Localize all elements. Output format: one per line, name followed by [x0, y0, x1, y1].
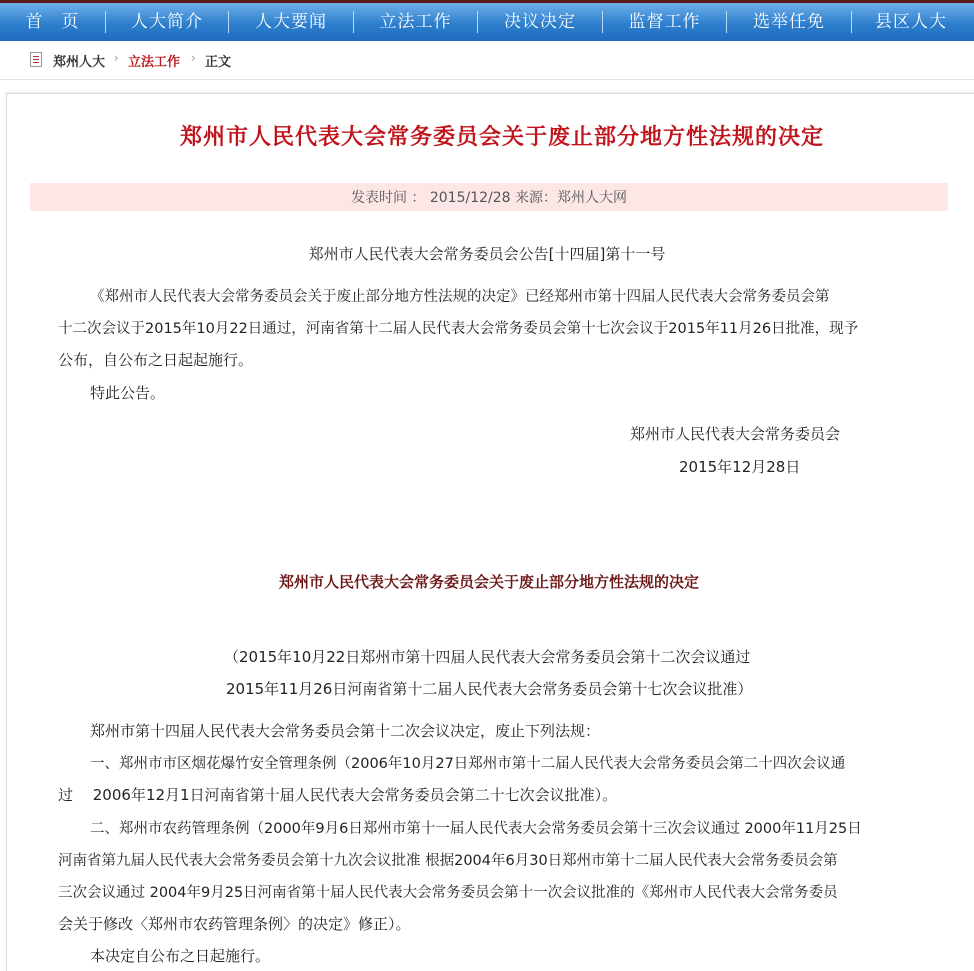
announcement-number: 郑州市人民代表大会常务委员会公告[十四届]第十一号 [308, 245, 666, 263]
article-title: 郑州市人民代表大会常务委员会关于废止部分地方性法规的决定 [179, 124, 824, 150]
signer: 郑州市人民代表大会常务委员会 [630, 425, 841, 443]
paragraph-line: 十二次会议于2015年10月22日通过，河南省第十二届人民代表大会常务委员会第十七次会议于2015年11月26日批准，现予 [58, 321, 859, 337]
document-icon [30, 52, 42, 67]
nav-about[interactable]: 人大简介 [131, 12, 203, 32]
item-line: 一、郑州市市区烟花爆竹安全管理条例（2006年10月27日郑州市第十二届人民代表大会常务委员会第二十四次会议通 [90, 756, 846, 772]
item-line: 会关于修改〈郑州市农药管理条例〉的决定》修正）。 [58, 915, 411, 933]
breadcrumb-current: 正文 [205, 55, 232, 70]
item-line: 二、郑州市农药管理条例（2000年9月6日郑州市第十一届人民代表大会常务委员会第十三次会议通过 2000年11月25日 [90, 821, 862, 837]
item-line: 河南省第九届人民代表大会常务委员会第十九次会议批准 根据2004年6月30日郑州市第十二届人民代表大会常务委员会第 [58, 853, 838, 869]
nav-news[interactable]: 人大要闻 [255, 12, 327, 32]
notice-text: 特此公告。 [90, 384, 166, 402]
breadcrumb-separator: › [191, 51, 196, 65]
decision-intro: 郑州市第十四届人民代表大会常务委员会第十二次会议决定，废止下列法规： [90, 722, 601, 740]
nav-legislation[interactable]: 立法工作 [379, 12, 452, 32]
nav-resolutions[interactable]: 决议决定 [504, 12, 576, 32]
nav-county[interactable]: 县区人大 [875, 12, 947, 32]
paragraph-line: 公布，自公布之日起起施行。 [58, 351, 254, 369]
article-panel [6, 93, 974, 971]
nav-home[interactable]: 首 页 [25, 12, 80, 32]
nav-supervision[interactable]: 监督工作 [628, 12, 701, 32]
breadcrumb-separator: › [114, 51, 119, 65]
passage-note-line: 2015年11月26日河南省第十二届人民代表大会常务委员会第十七次会议批准） [226, 680, 753, 698]
nav-elections[interactable]: 选举任免 [753, 12, 825, 32]
decision-title: 郑州市人民代表大会常务委员会关于废止部分地方性法规的决定 [278, 573, 699, 591]
paragraph-line: 《郑州市人民代表大会常务委员会关于废止部分地方性法规的决定》已经郑州市第十四届人民代表大会常务委员会第 [90, 289, 830, 305]
passage-note-line: （2015年10月22日郑州市第十四届人民代表大会常务委员会第十二次会议通过 [224, 648, 751, 666]
item-line: 三次会议通过 2004年9月25日河南省第十届人民代表大会常务委员会第十一次会议批准的《郑州市人民代表大会常务委员 [58, 885, 838, 901]
item-line: 过 2006年12月1日河南省第十届人民代表大会常务委员会第二十七次会议批准）。 [58, 786, 618, 804]
effective-clause: 本决定自公布之日起施行。 [90, 947, 271, 965]
article-meta: 发表时间 ： 2015/12/28 来源：郑州人大网 [30, 183, 948, 211]
breadcrumb-legislation[interactable]: 立法工作 [128, 55, 181, 70]
main-nav [0, 3, 974, 41]
breadcrumb-home[interactable]: 郑州人大 [53, 55, 106, 70]
sign-date: 2015年12月28日 [679, 458, 801, 476]
